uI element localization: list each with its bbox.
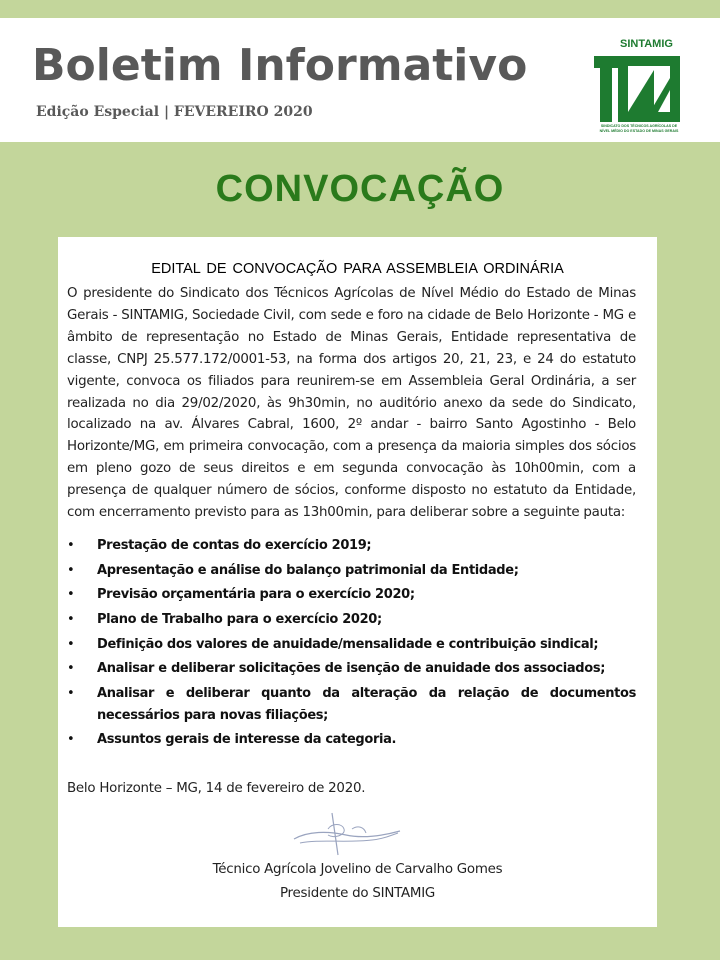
notice-title: EDITAL DE CONVOCAÇÃO PARA ASSEMBLEIA ORDINÁRIA xyxy=(151,261,564,277)
signer-role: Presidente do SINTAMIG xyxy=(279,886,436,901)
place-date: Belo Horizonte – MG, 14 de fevereiro de 2020. xyxy=(67,781,366,796)
list-item: • Definição dos valores de anuidade/mensalidade e contribuição sindical; xyxy=(67,634,636,656)
list-item: • Apresentação e análise do balanço patrimonial da Entidade; xyxy=(67,560,636,582)
list-item: • Previsão orçamentária para o exercício 2020; xyxy=(67,584,636,606)
handwritten-signature-icon xyxy=(288,809,408,859)
bullet-icon: • xyxy=(67,686,75,702)
notice-body: O presidente do Sindicato dos Técnicos Agrícolas de Nível Médio do Estado de Minas Gerais - SINTAMIG, Sociedade Civil, com sede e foro na cidade de Belo Horizonte - MG e âmbito de representação no Estado de Minas Gerais, Entidade representativa de classe, CNPJ 25.577.172/0001-53, na forma dos artigos 20, 21, 23, e 24 do estatuto vigente, convoca os filiados para reunirem-se em Assembleia Geral Ordinária, a ser realizada no dia 29/02/2020, às 9h30min, no auditório anexo da sede do Sindicato, localizado na av. Álvares Cabral, 1600, 2º andar - bairro Santo Agostinho - Belo Horizonte/MG, em primeira convocação, com a presença da maioria simples dos sócios em pleno gozo de seus direitos e em segunda convocação às 10h00min, com a presença de qualquer número de sócios, conforme disposto no estatuto da Entidade, com encerramento previsto para as 13h00min, para deliberar sobre a seguinte pauta: xyxy=(67,286,636,521)
list-item: • Analisar e deliberar quanto da alteração da relação de documentos necessários para novas filiações; xyxy=(67,683,636,726)
page-heading: CONVOCAÇÃO xyxy=(215,168,505,210)
logo-subtitle: SINDICATO DOS TÉCNICOS AGRÍCOLAS DE NÍVEL MÉDIO DO ESTADO DE MINAS GERAIS xyxy=(599,124,679,133)
sintamig-logo-icon xyxy=(592,38,686,142)
edition-label: Edição Especial | FEVEREIRO 2020 xyxy=(36,104,313,120)
list-item: • Plano de Trabalho para o exercício 2020; xyxy=(67,609,636,631)
notice-card xyxy=(58,237,657,927)
bulletin-title: Boletim Informativo xyxy=(32,40,528,91)
bullet-icon: • xyxy=(67,538,75,553)
bullet-icon: • xyxy=(67,562,75,578)
agenda-list xyxy=(67,535,636,754)
signer-name: Técnico Agrícola Jovelino de Carvalho Gomes xyxy=(212,862,503,877)
bullet-icon: • xyxy=(67,587,75,603)
list-item: • Assuntos gerais de interesse da categoria. xyxy=(67,729,636,751)
signer-block xyxy=(58,858,657,906)
bullet-icon: • xyxy=(67,661,75,677)
bullet-icon: • xyxy=(67,612,75,628)
list-item: • Analisar e deliberar solicitações de isenção de anuidade dos associados; xyxy=(67,658,636,680)
logo-name: SINTAMIG xyxy=(620,38,673,50)
header-banner xyxy=(0,18,720,142)
bullet-icon: • xyxy=(67,636,75,652)
bullet-icon: • xyxy=(67,732,75,748)
list-item: • Prestação de contas do exercício 2019; xyxy=(67,535,636,557)
